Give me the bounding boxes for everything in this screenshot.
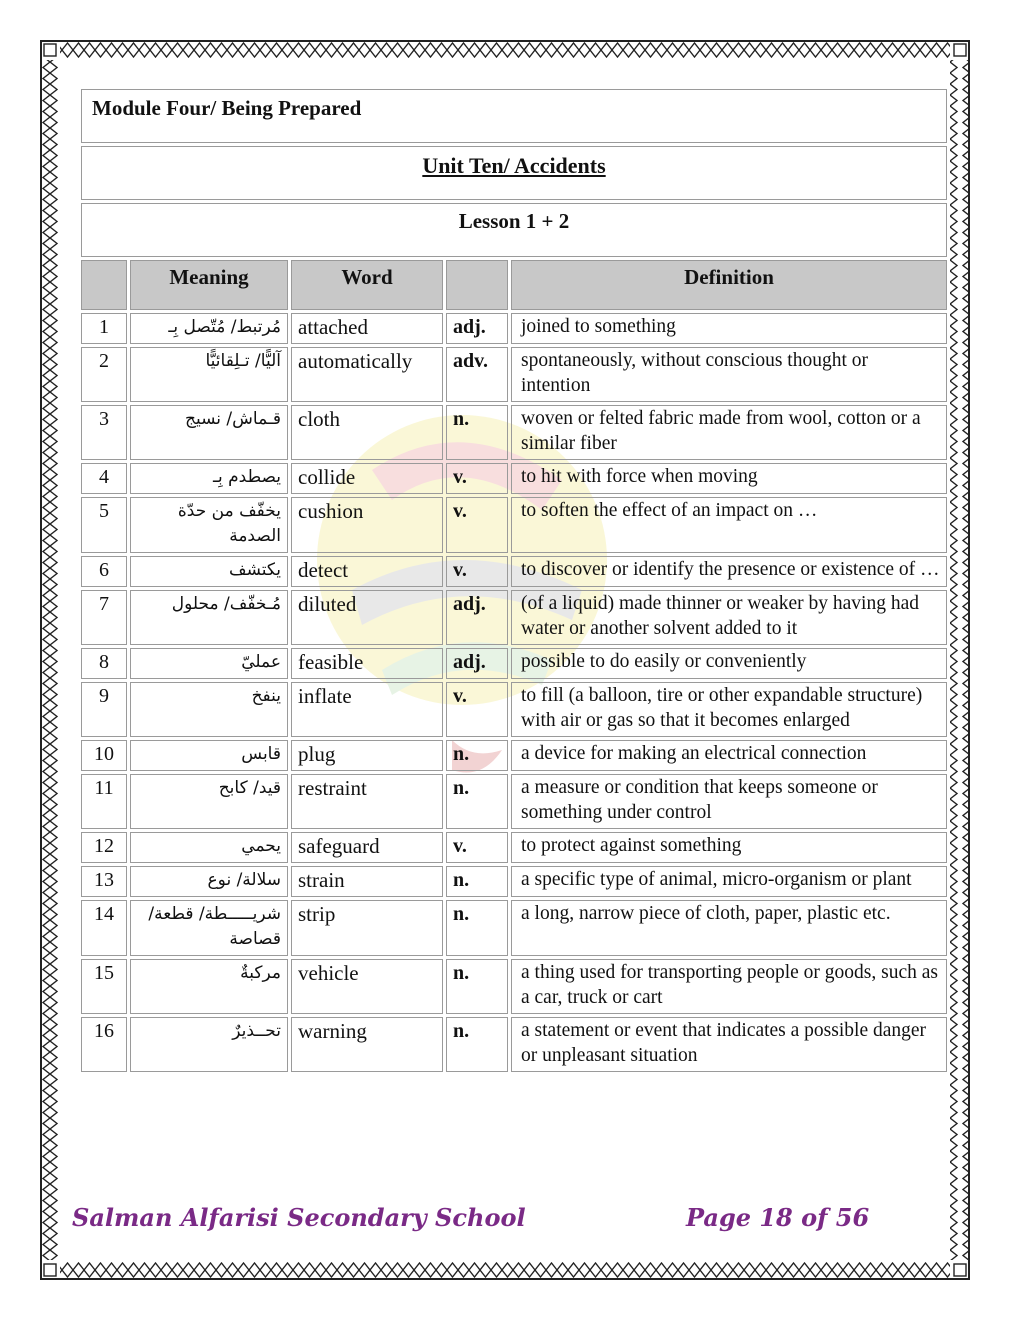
row-number: 4 bbox=[81, 463, 127, 494]
row-pos: n. bbox=[446, 774, 508, 829]
row-number: 9 bbox=[81, 682, 127, 737]
row-word: plug bbox=[291, 740, 443, 771]
table-row bbox=[81, 556, 947, 587]
table-row bbox=[81, 774, 947, 829]
row-word: cloth bbox=[291, 405, 443, 460]
row-number: 12 bbox=[81, 832, 127, 863]
row-number: 3 bbox=[81, 405, 127, 460]
table-row bbox=[81, 682, 947, 737]
row-number: 11 bbox=[81, 774, 127, 829]
row-definition: (of a liquid) made thinner or weaker by having had water or another solvent added to it bbox=[511, 590, 947, 645]
unit-title: Unit Ten/ Accidents bbox=[81, 146, 947, 200]
row-pos: n. bbox=[446, 1017, 508, 1072]
row-definition: a thing used for transporting people or goods, such as a car, truck or cart bbox=[511, 959, 947, 1014]
row-meaning: يخفّف من حدّة الصدمة bbox=[130, 497, 288, 553]
vocabulary-table bbox=[78, 86, 950, 1075]
row-definition: joined to something bbox=[511, 313, 947, 344]
table-row bbox=[81, 900, 947, 956]
module-title: Module Four/ Being Prepared bbox=[81, 89, 947, 143]
lesson-title: Lesson 1 + 2 bbox=[81, 203, 947, 257]
row-number: 1 bbox=[81, 313, 127, 344]
row-word: detect bbox=[291, 556, 443, 587]
row-number: 8 bbox=[81, 648, 127, 679]
column-header-row bbox=[81, 260, 947, 310]
row-meaning: مُـخفّف/ محلول bbox=[130, 590, 288, 645]
row-meaning: قـماش/ نسيج bbox=[130, 405, 288, 460]
footer-school-name: Salman Alfarisi Secondary School bbox=[72, 1203, 526, 1232]
row-meaning: مركبةٌ bbox=[130, 959, 288, 1014]
row-number: 13 bbox=[81, 866, 127, 897]
row-number: 5 bbox=[81, 497, 127, 553]
row-definition: to fill (a balloon, tire or other expandable structure) with air or gas so that it becomes enlarged bbox=[511, 682, 947, 737]
row-number: 10 bbox=[81, 740, 127, 771]
row-number: 6 bbox=[81, 556, 127, 587]
row-pos: adv. bbox=[446, 347, 508, 402]
row-meaning: شريـــــطة/ قطعة/ قصاصة bbox=[130, 900, 288, 956]
row-word: strip bbox=[291, 900, 443, 956]
row-pos: n. bbox=[446, 866, 508, 897]
row-meaning: عمليّ bbox=[130, 648, 288, 679]
table-row bbox=[81, 463, 947, 494]
row-definition: a specific type of animal, micro-organism or plant bbox=[511, 866, 947, 897]
row-definition: a device for making an electrical connection bbox=[511, 740, 947, 771]
row-definition: to discover or identify the presence or existence of … bbox=[511, 556, 947, 587]
row-definition: spontaneously, without conscious thought or intention bbox=[511, 347, 947, 402]
row-pos: n. bbox=[446, 959, 508, 1014]
row-meaning: يحمي bbox=[130, 832, 288, 863]
row-meaning: آليًّا/ تـلِقائيًّا bbox=[130, 347, 288, 402]
row-definition: a statement or event that indicates a possible danger or unpleasant situation bbox=[511, 1017, 947, 1072]
row-definition: woven or felted fabric made from wool, cotton or a similar fiber bbox=[511, 405, 947, 460]
row-definition: a measure or condition that keeps someone or something under control bbox=[511, 774, 947, 829]
row-definition: to hit with force when moving bbox=[511, 463, 947, 494]
row-definition: to protect against something bbox=[511, 832, 947, 863]
column-header-definition: Definition bbox=[511, 260, 947, 310]
row-pos: v. bbox=[446, 556, 508, 587]
table-row bbox=[81, 313, 947, 344]
row-number: 2 bbox=[81, 347, 127, 402]
table-row bbox=[81, 959, 947, 1014]
row-word: warning bbox=[291, 1017, 443, 1072]
row-pos: v. bbox=[446, 497, 508, 553]
row-word: strain bbox=[291, 866, 443, 897]
row-pos: n. bbox=[446, 900, 508, 956]
row-definition: to soften the effect of an impact on … bbox=[511, 497, 947, 553]
table-row bbox=[81, 405, 947, 460]
row-pos: v. bbox=[446, 682, 508, 737]
row-pos: v. bbox=[446, 832, 508, 863]
table-row bbox=[81, 832, 947, 863]
column-header-meaning: Meaning bbox=[130, 260, 288, 310]
table-row bbox=[81, 347, 947, 402]
column-header-word: Word bbox=[291, 260, 443, 310]
table-row bbox=[81, 648, 947, 679]
row-word: cushion bbox=[291, 497, 443, 553]
row-number: 15 bbox=[81, 959, 127, 1014]
row-meaning: قيد/ كابح bbox=[130, 774, 288, 829]
row-meaning: تحــذيرٌ bbox=[130, 1017, 288, 1072]
table-row bbox=[81, 866, 947, 897]
column-header-number bbox=[81, 260, 127, 310]
row-number: 16 bbox=[81, 1017, 127, 1072]
row-pos: adj. bbox=[446, 648, 508, 679]
row-word: diluted bbox=[291, 590, 443, 645]
row-word: automatically bbox=[291, 347, 443, 402]
row-word: safeguard bbox=[291, 832, 443, 863]
row-word: inflate bbox=[291, 682, 443, 737]
row-definition: possible to do easily or conveniently bbox=[511, 648, 947, 679]
row-meaning: قابس bbox=[130, 740, 288, 771]
row-pos: n. bbox=[446, 405, 508, 460]
row-meaning: سلالة/ نوع bbox=[130, 866, 288, 897]
row-word: feasible bbox=[291, 648, 443, 679]
row-meaning: ينفخ bbox=[130, 682, 288, 737]
row-word: restraint bbox=[291, 774, 443, 829]
table-row bbox=[81, 497, 947, 553]
row-pos: adj. bbox=[446, 590, 508, 645]
row-meaning: يكتشف bbox=[130, 556, 288, 587]
row-pos: adj. bbox=[446, 313, 508, 344]
row-pos: n. bbox=[446, 740, 508, 771]
table-row bbox=[81, 740, 947, 771]
row-meaning: يصطدم بِـ bbox=[130, 463, 288, 494]
row-word: vehicle bbox=[291, 959, 443, 1014]
footer-page-number: Page 18 of 56 bbox=[686, 1203, 870, 1232]
row-definition: a long, narrow piece of cloth, paper, plastic etc. bbox=[511, 900, 947, 956]
row-pos: v. bbox=[446, 463, 508, 494]
row-meaning: مُرتبط/ مُتّصل بِـ bbox=[130, 313, 288, 344]
row-word: collide bbox=[291, 463, 443, 494]
row-number: 14 bbox=[81, 900, 127, 956]
row-number: 7 bbox=[81, 590, 127, 645]
row-word: attached bbox=[291, 313, 443, 344]
table-row bbox=[81, 1017, 947, 1072]
table-row bbox=[81, 590, 947, 645]
column-header-pos bbox=[446, 260, 508, 310]
